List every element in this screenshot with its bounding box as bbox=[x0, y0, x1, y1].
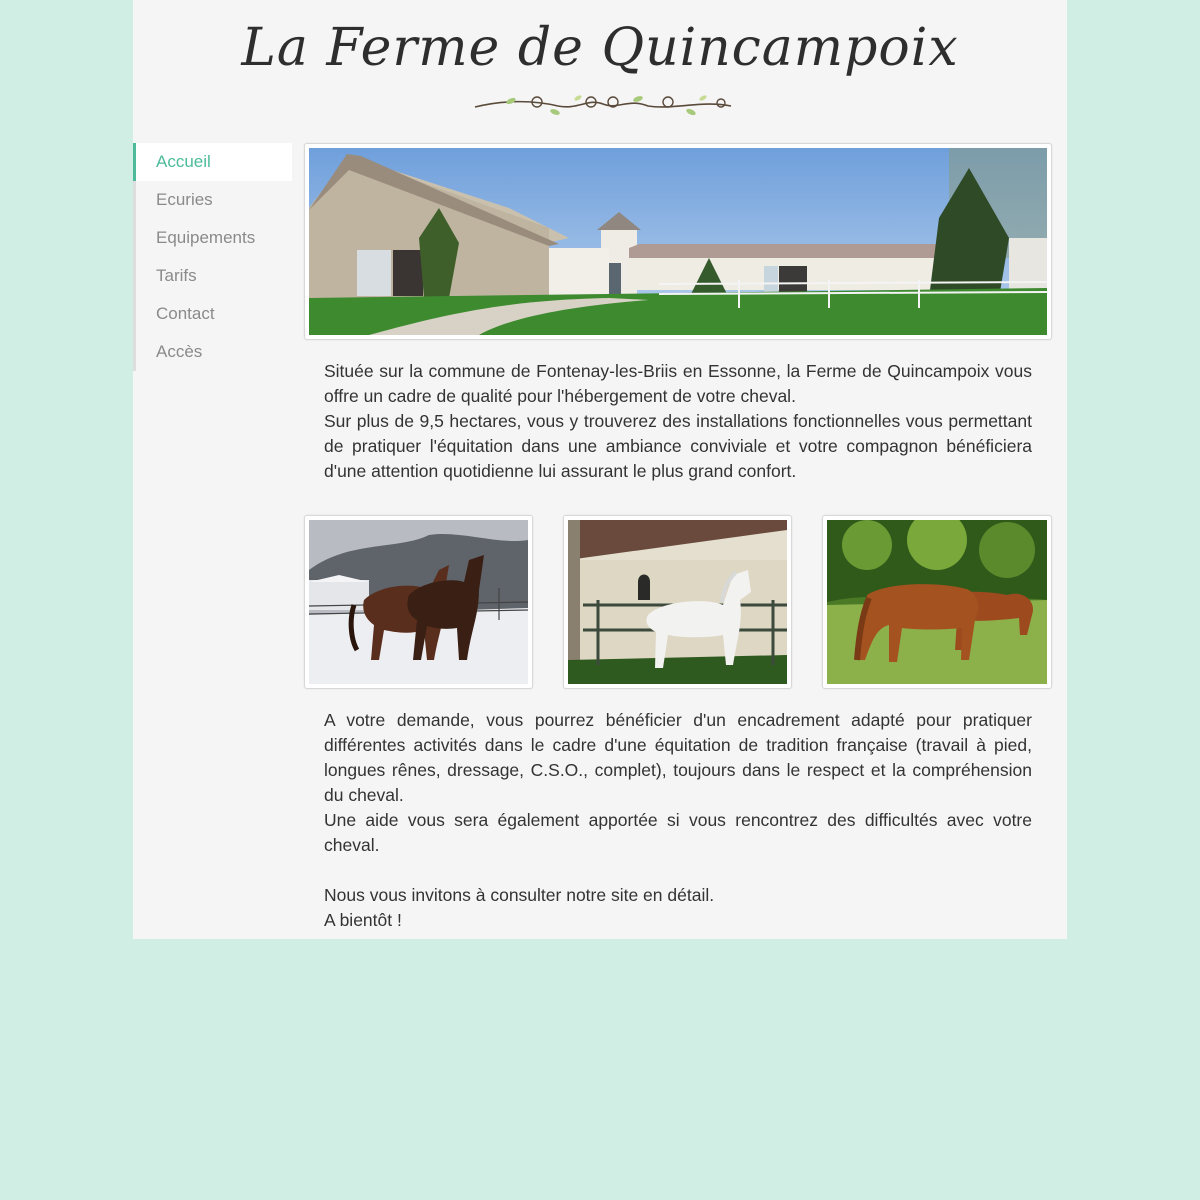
nav-item-ecuries[interactable]: Ecuries bbox=[156, 190, 213, 209]
nav-item-tarifs[interactable]: Tarifs bbox=[156, 266, 197, 285]
farm-buildings-photo bbox=[309, 148, 1047, 335]
body-paragraph-1: A votre demande, vous pourrez bénéficier d'un encadrement adapté pour pratiquer différentes activités dans le cadre d'une équitation de tradition française (travail à pied, longues rênes, dressage, C.S.O., complet), toujours dans le respect et la compréhension du cheval. bbox=[324, 710, 1032, 805]
nav-item-equipements[interactable]: Equipements bbox=[156, 228, 256, 247]
nav-item-contact[interactable]: Contact bbox=[156, 304, 215, 323]
body-paragraph-4: A bientôt ! bbox=[324, 910, 402, 930]
photo-frame-white-horse bbox=[563, 515, 792, 689]
photo-frame-grazing-horses bbox=[822, 515, 1052, 689]
photo-frame-snow-horses bbox=[304, 515, 533, 689]
intro-paragraph-2: Sur plus de 9,5 hectares, vous y trouverez des installations fonctionnelles vous permettant de pratiquer l'équitation dans une ambiance conviviale et votre compagnon bénéficiera d'une attention quotidienne lui assurant le plus grand confort. bbox=[324, 411, 1032, 481]
body-text bbox=[324, 708, 1032, 933]
sidebar-nav bbox=[133, 143, 292, 371]
vine-ornament-icon bbox=[463, 88, 743, 122]
horses-in-snow-photo bbox=[309, 520, 528, 684]
nav-item-acces[interactable]: Accès bbox=[156, 342, 203, 361]
body-paragraph-3: Nous vous invitons à consulter notre site en détail. bbox=[324, 885, 715, 905]
page-container bbox=[133, 0, 1067, 939]
white-horse-photo bbox=[568, 520, 787, 684]
body-paragraph-2: Une aide vous sera également apportée si vous rencontrez des difficultés avec votre cheval. bbox=[324, 810, 1032, 855]
intro-paragraph-1: Située sur la commune de Fontenay-les-Briis en Essonne, la Ferme de Quincampoix vous offre un cadre de qualité pour l'hébergement de votre cheval. bbox=[324, 361, 1032, 406]
intro-text bbox=[324, 359, 1032, 484]
nav-item-accueil[interactable]: Accueil bbox=[133, 143, 292, 181]
site-title: La Ferme de Quincampoix bbox=[241, 18, 959, 78]
grazing-horses-photo bbox=[827, 520, 1047, 684]
hero-photo-frame bbox=[304, 143, 1052, 340]
